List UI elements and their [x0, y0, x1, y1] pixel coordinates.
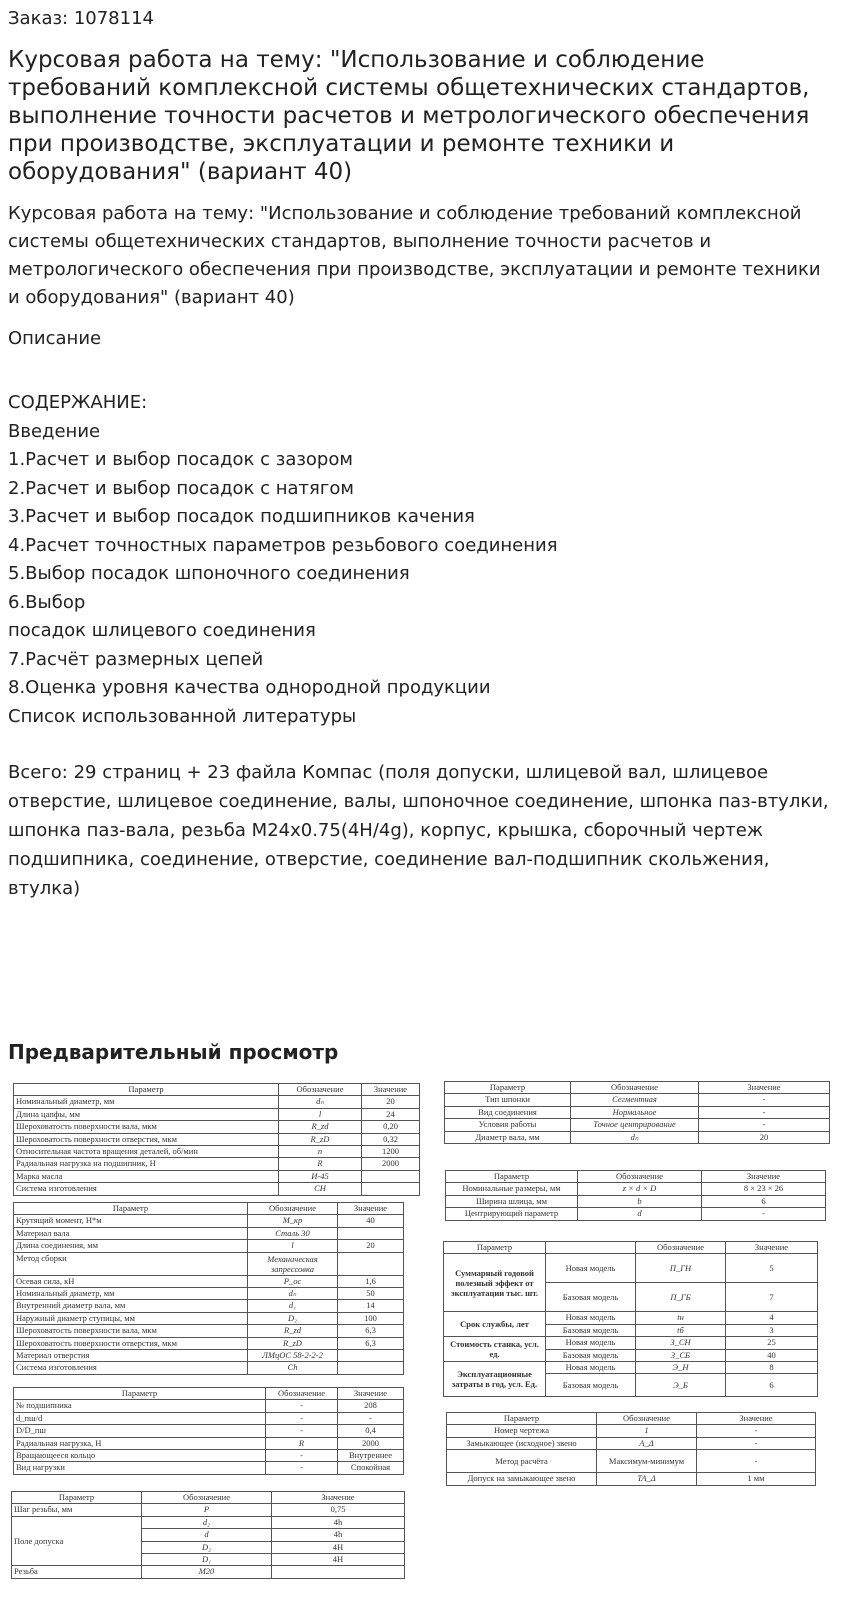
- table-row: [14, 1108, 420, 1120]
- table-cell: 2000: [362, 1158, 420, 1170]
- table-cell: 1 мм: [697, 1473, 816, 1485]
- table-row: [447, 1437, 816, 1449]
- table-cell: Допуск на замыкающее звено: [447, 1473, 597, 1485]
- table-header: Параметр: [14, 1203, 248, 1215]
- table-cell: ЛМцОС 58-2-2-2: [248, 1350, 338, 1362]
- table-cell: -: [266, 1412, 338, 1424]
- table-row: [14, 1300, 404, 1312]
- table-cell: З_СБ: [636, 1349, 726, 1361]
- table-cell: Условия работы: [445, 1119, 571, 1131]
- table-cell: [338, 1227, 404, 1239]
- table-row: [444, 1312, 818, 1324]
- table-cell: R: [279, 1158, 362, 1170]
- table-cell: 4h: [272, 1516, 405, 1528]
- table-row: [14, 1158, 420, 1170]
- table-row: [14, 1425, 404, 1437]
- table-row: [14, 1096, 420, 1108]
- contents-item: Список использованной литературы: [8, 705, 357, 727]
- table-cell: n: [279, 1146, 362, 1158]
- table-cell: 4H: [272, 1554, 405, 1566]
- table-row: [14, 1462, 404, 1474]
- table-cell: Механическая запрессовка: [248, 1252, 338, 1275]
- table-cell: Новая модель: [546, 1312, 636, 1324]
- table-cell: Нормальное: [571, 1106, 699, 1118]
- table-cell: 3: [726, 1324, 818, 1336]
- table-cell: 2000: [338, 1437, 404, 1449]
- table-cell: Замыкающее (исходное) звено: [447, 1437, 597, 1449]
- table-row: [445, 1094, 830, 1106]
- table-cell: Базовая модель: [546, 1349, 636, 1361]
- table-cell: Метод сборки: [14, 1252, 248, 1275]
- table-row: [12, 1516, 405, 1528]
- table-cell: 0,4: [338, 1425, 404, 1437]
- table-header: Обозначение: [248, 1203, 338, 1215]
- table-row: [14, 1350, 404, 1362]
- table-cell: -: [702, 1208, 826, 1220]
- table-header: Обозначение: [142, 1492, 272, 1504]
- table-cell: 1,6: [338, 1275, 404, 1287]
- table-row: [447, 1425, 816, 1437]
- table-header: Значение: [726, 1242, 818, 1254]
- table-cell: Ширина шлица, мм: [446, 1195, 578, 1207]
- table-row: [446, 1208, 826, 1220]
- preview-table-bearing-fit: [13, 1387, 404, 1475]
- table-cell: 8: [726, 1362, 818, 1374]
- table-cell: 20: [699, 1131, 830, 1143]
- table-cell: [272, 1566, 405, 1578]
- table-cell: 6: [702, 1195, 826, 1207]
- table-cell: [338, 1252, 404, 1275]
- table-cell: 6,3: [338, 1337, 404, 1349]
- table-cell: -: [699, 1094, 830, 1106]
- table-row: [14, 1288, 404, 1300]
- table-row: [14, 1183, 420, 1195]
- table-cell: 8 × 23 × 26: [702, 1183, 826, 1195]
- table-cell: Внутренний диаметр вала, мм: [14, 1300, 248, 1312]
- table-row: [447, 1450, 816, 1473]
- table-cell: Э_Б: [636, 1374, 726, 1397]
- table-cell: D₂: [248, 1312, 338, 1324]
- table-cell: 1: [597, 1425, 697, 1437]
- table-cell: № подшипника: [14, 1400, 266, 1412]
- table-cell: dₙ: [571, 1131, 699, 1143]
- table-cell: R: [266, 1437, 338, 1449]
- table-header: Обозначение: [578, 1171, 702, 1183]
- table-row: [14, 1437, 404, 1449]
- table-cell: Осевая сила, кН: [14, 1275, 248, 1287]
- table-cell: Точное центрирование: [571, 1119, 699, 1131]
- table-cell: Центрирующий параметр: [446, 1208, 578, 1220]
- table-cell: Наружный диаметр ступицы, мм: [14, 1312, 248, 1324]
- table-row: [14, 1400, 404, 1412]
- table-cell: R_zd: [248, 1325, 338, 1337]
- table-cell: A_Δ: [597, 1437, 697, 1449]
- table-cell: 208: [338, 1400, 404, 1412]
- table-cell: -: [697, 1437, 816, 1449]
- table-cell: Номинальный диаметр, мм: [14, 1096, 279, 1108]
- table-header: Обозначение: [571, 1082, 699, 1094]
- table-header: Обозначение: [636, 1242, 726, 1254]
- table-cell: Сталь 30: [248, 1227, 338, 1239]
- table-header: Параметр: [446, 1171, 578, 1183]
- table-cell: 0,75: [272, 1504, 405, 1516]
- table-cell: [362, 1170, 420, 1182]
- work-topic: Курсовая работа на тему: "Использование и соблюдение требований комплексной системы общетехнических стандартов, выполнение точности расчетов и метрологического обеспечения при производстве, эксплуатации и ремонте техники и оборудования" (вариант 40): [8, 203, 821, 308]
- table-cell: 25: [726, 1337, 818, 1349]
- table-cell: -: [697, 1450, 816, 1473]
- table-cell: [362, 1183, 420, 1195]
- table-cell: R_zD: [279, 1133, 362, 1145]
- table-cell: 6,3: [338, 1325, 404, 1337]
- table-cell: Марка масла: [14, 1170, 279, 1182]
- preview-table-quality-assessment: [443, 1241, 818, 1397]
- table-cell: Вращающееся кольцо: [14, 1450, 266, 1462]
- table-cell: Базовая модель: [546, 1324, 636, 1336]
- table-cell: d_пш/d: [14, 1412, 266, 1424]
- table-row: [14, 1312, 404, 1324]
- table-cell: 20: [362, 1096, 420, 1108]
- table-row: [14, 1240, 404, 1252]
- table-cell: D₂: [142, 1541, 272, 1553]
- table-cell: Шаг резьбы, мм: [12, 1504, 142, 1516]
- table-cell: Стоимость станка, усл. ед.: [444, 1337, 546, 1362]
- table-cell: Вид соединения: [445, 1106, 571, 1118]
- table-cell: Спокойная: [338, 1462, 404, 1474]
- table-row: [12, 1504, 405, 1516]
- table-row: [444, 1362, 818, 1374]
- table-cell: 4H: [272, 1541, 405, 1553]
- table-cell: Шероховатость поверхности отверстия, мкм: [14, 1337, 248, 1349]
- table-header: Параметр: [14, 1388, 266, 1400]
- table-cell: -: [266, 1400, 338, 1412]
- table-cell: Базовая модель: [546, 1374, 636, 1397]
- table-cell: Базовая модель: [546, 1283, 636, 1312]
- table-cell: Ch: [248, 1362, 338, 1374]
- table-cell: Система изготовления: [14, 1183, 279, 1195]
- table-cell: Номинальный диаметр, мм: [14, 1288, 248, 1300]
- table-cell: И-45: [279, 1170, 362, 1182]
- contents-list: [8, 389, 838, 731]
- page-title: Курсовая работа на тему: "Использование и соблюдение требований комплексной системы общетехнических стандартов, выполнение точности расчетов и метрологического обеспечения при производстве, эксплуатации и ремонте техники и оборудования" (вариант 40): [8, 47, 810, 185]
- table-cell: Новая модель: [546, 1337, 636, 1349]
- order-number: Заказ: 1078114: [8, 8, 154, 29]
- table-cell: Новая модель: [546, 1254, 636, 1283]
- table-row: [14, 1412, 404, 1424]
- contents-item: посадок шлицевого соединения: [8, 620, 316, 641]
- table-cell: tн: [636, 1312, 726, 1324]
- table-cell: -: [338, 1412, 404, 1424]
- table-cell: -: [266, 1450, 338, 1462]
- table-row: [14, 1362, 404, 1374]
- table-header: Значение: [338, 1203, 404, 1215]
- description-heading: Описание: [8, 328, 102, 349]
- contents-item: 1.Расчет и выбор посадок с зазором: [8, 449, 353, 470]
- table-header: Значение: [338, 1388, 404, 1400]
- table-cell: 5: [726, 1254, 818, 1283]
- table-cell: dₙ: [248, 1288, 338, 1300]
- table-cell: Система изготовления: [14, 1362, 248, 1374]
- table-header: [546, 1242, 636, 1254]
- table-cell: d: [142, 1529, 272, 1541]
- table-row: [14, 1121, 420, 1133]
- table-header: Параметр: [445, 1082, 571, 1094]
- table-cell: 6: [726, 1374, 818, 1397]
- table-row: [14, 1252, 404, 1275]
- table-row: [446, 1195, 826, 1207]
- table-cell: Новая модель: [546, 1362, 636, 1374]
- contents-item: 5.Выбор посадок шпоночного соединения: [8, 563, 410, 584]
- table-cell: З_СН: [636, 1337, 726, 1349]
- table-row: [12, 1566, 405, 1578]
- table-cell: 0,32: [362, 1133, 420, 1145]
- table-cell: l: [248, 1240, 338, 1252]
- table-cell: 20: [338, 1240, 404, 1252]
- table-cell: M_кр: [248, 1215, 338, 1227]
- table-cell: Номер чертежа: [447, 1425, 597, 1437]
- table-cell: TA_Δ: [597, 1473, 697, 1485]
- table-cell: R_zd: [279, 1121, 362, 1133]
- table-cell: Эксплуатационные затраты в год, усл. Ед.: [444, 1362, 546, 1397]
- table-cell: P: [142, 1504, 272, 1516]
- table-cell: 40: [726, 1349, 818, 1361]
- table-cell: Длина соединения, мм: [14, 1240, 248, 1252]
- table-row: [14, 1337, 404, 1349]
- table-row: [14, 1275, 404, 1287]
- table-header: Значение: [699, 1082, 830, 1094]
- table-cell: Относительная частота вращения деталей, об/мин: [14, 1146, 279, 1158]
- table-cell: -: [697, 1425, 816, 1437]
- table-cell: Шероховатость поверхности отверстия, мкм: [14, 1133, 279, 1145]
- table-cell: b: [578, 1195, 702, 1207]
- table-cell: tб: [636, 1324, 726, 1336]
- table-cell: Шероховатость поверхности вала, мкм: [14, 1121, 279, 1133]
- contents-item: Введение: [8, 420, 101, 442]
- table-cell: П_ГБ: [636, 1283, 726, 1312]
- contents-item: 4.Расчет точностных параметров резьбового соединения: [8, 534, 558, 556]
- table-cell: 100: [338, 1312, 404, 1324]
- contents-heading: СОДЕРЖАНИЕ:: [8, 392, 148, 413]
- table-row: [445, 1119, 830, 1131]
- table-cell: Шероховатость поверхности вала, мкм: [14, 1325, 248, 1337]
- table-cell: z × d × D: [578, 1183, 702, 1195]
- table-cell: d: [578, 1208, 702, 1220]
- preview-table-thread: [11, 1491, 405, 1579]
- table-header: Значение: [702, 1171, 826, 1183]
- table-row: [14, 1133, 420, 1145]
- table-cell: -: [266, 1462, 338, 1474]
- table-cell: Максимум-минимум: [597, 1450, 697, 1473]
- table-cell: Материал отверстия: [14, 1350, 248, 1362]
- table-row: [444, 1254, 818, 1283]
- table-cell: d₂: [142, 1516, 272, 1528]
- table-cell: Поле допуска: [12, 1516, 142, 1566]
- table-row: [445, 1106, 830, 1118]
- table-cell: 40: [338, 1215, 404, 1227]
- table-row: [14, 1170, 420, 1182]
- table-cell: Радиальная нагрузка, Н: [14, 1437, 266, 1449]
- table-cell: [338, 1362, 404, 1374]
- table-cell: П_ГН: [636, 1254, 726, 1283]
- table-row: [14, 1227, 404, 1239]
- table-row: [446, 1183, 826, 1195]
- table-cell: 24: [362, 1108, 420, 1120]
- table-cell: dₙ: [279, 1096, 362, 1108]
- table-cell: Материал вала: [14, 1227, 248, 1239]
- table-header: Параметр: [12, 1492, 142, 1504]
- table-cell: M20: [142, 1566, 272, 1578]
- contents-item: 2.Расчет и выбор посадок с натягом: [8, 477, 354, 499]
- total-summary: Всего: 29 страниц + 23 файла Компас (поля допуски, шлицевой вал, шлицевое отверстие, шлицевое соединение, валы, шпоночное соединение, шпонка паз-втулки, шпонка паз-вала, резьба М24х0.75(4H/4g), корпус, крышка, сборочный чертеж подшипника, соединение, отверстие, соединение вал-подшипник скольжения, втулка): [8, 762, 829, 899]
- preview-table-dimension-chains: [446, 1412, 816, 1486]
- table-header: Значение: [362, 1084, 420, 1096]
- table-cell: d₁: [248, 1300, 338, 1312]
- table-cell: 4: [726, 1312, 818, 1324]
- preview-table-spline-connection: [445, 1170, 826, 1221]
- table-cell: Суммарный годовой полезный эффект от эксплуатации тыс. шт.: [444, 1254, 546, 1312]
- table-cell: Длина цапфы, мм: [14, 1108, 279, 1120]
- table-cell: -: [699, 1119, 830, 1131]
- preview-table-interference-fit: [13, 1202, 404, 1375]
- table-header: Значение: [272, 1492, 405, 1504]
- table-row: [14, 1325, 404, 1337]
- table-cell: D₁: [142, 1554, 272, 1566]
- table-row: [445, 1131, 830, 1143]
- table-row: [447, 1473, 816, 1485]
- table-header: Параметр: [447, 1413, 597, 1425]
- table-header: Параметр: [14, 1084, 279, 1096]
- table-header: Значение: [697, 1413, 816, 1425]
- table-cell: -: [699, 1106, 830, 1118]
- table-cell: 7: [726, 1283, 818, 1312]
- contents-item: 3.Расчет и выбор посадок подшипников качения: [8, 506, 475, 527]
- table-cell: D/D_пш: [14, 1425, 266, 1437]
- table-cell: Диаметр вала, мм: [445, 1131, 571, 1143]
- table-row: [14, 1146, 420, 1158]
- table-cell: P_ос: [248, 1275, 338, 1287]
- table-cell: Метод расчёта: [447, 1450, 597, 1473]
- table-cell: Номинальные размеры, мм: [446, 1183, 578, 1195]
- table-cell: l: [279, 1108, 362, 1120]
- table-cell: Вид нагрузки: [14, 1462, 266, 1474]
- table-cell: 1200: [362, 1146, 420, 1158]
- contents-item: 6.Выбор: [8, 591, 86, 613]
- table-cell: СН: [279, 1183, 362, 1195]
- preview-table-clearance-fit: [13, 1083, 420, 1196]
- table-header: Обозначение: [266, 1388, 338, 1400]
- table-cell: Э_Н: [636, 1362, 726, 1374]
- table-header: Обозначение: [597, 1413, 697, 1425]
- table-cell: 4h: [272, 1529, 405, 1541]
- table-row: [14, 1215, 404, 1227]
- table-cell: Внутреннее: [338, 1450, 404, 1462]
- preview-table-key-connection: [444, 1081, 830, 1144]
- table-cell: 50: [338, 1288, 404, 1300]
- table-cell: 14: [338, 1300, 404, 1312]
- table-cell: -: [266, 1425, 338, 1437]
- table-row: [444, 1337, 818, 1349]
- table-cell: Крутящий момент, Н*м: [14, 1215, 248, 1227]
- table-cell: [338, 1350, 404, 1362]
- table-cell: R_zD: [248, 1337, 338, 1349]
- contents-item: 7.Расчёт размерных цепей: [8, 648, 264, 670]
- contents-item: 8.Оценка уровня качества однородной продукции: [8, 677, 491, 698]
- table-header: Обозначение: [279, 1084, 362, 1096]
- table-cell: Сегментная: [571, 1094, 699, 1106]
- table-cell: Резьба: [12, 1566, 142, 1578]
- table-cell: Срок службы, лет: [444, 1312, 546, 1337]
- table-header: Параметр: [444, 1242, 546, 1254]
- table-cell: Тип шпонки: [445, 1094, 571, 1106]
- preview-heading: Предварительный просмотр: [8, 1040, 339, 1064]
- table-row: [14, 1450, 404, 1462]
- table-cell: 0,20: [362, 1121, 420, 1133]
- table-cell: Радиальная нагрузка на подшипник, Н: [14, 1158, 279, 1170]
